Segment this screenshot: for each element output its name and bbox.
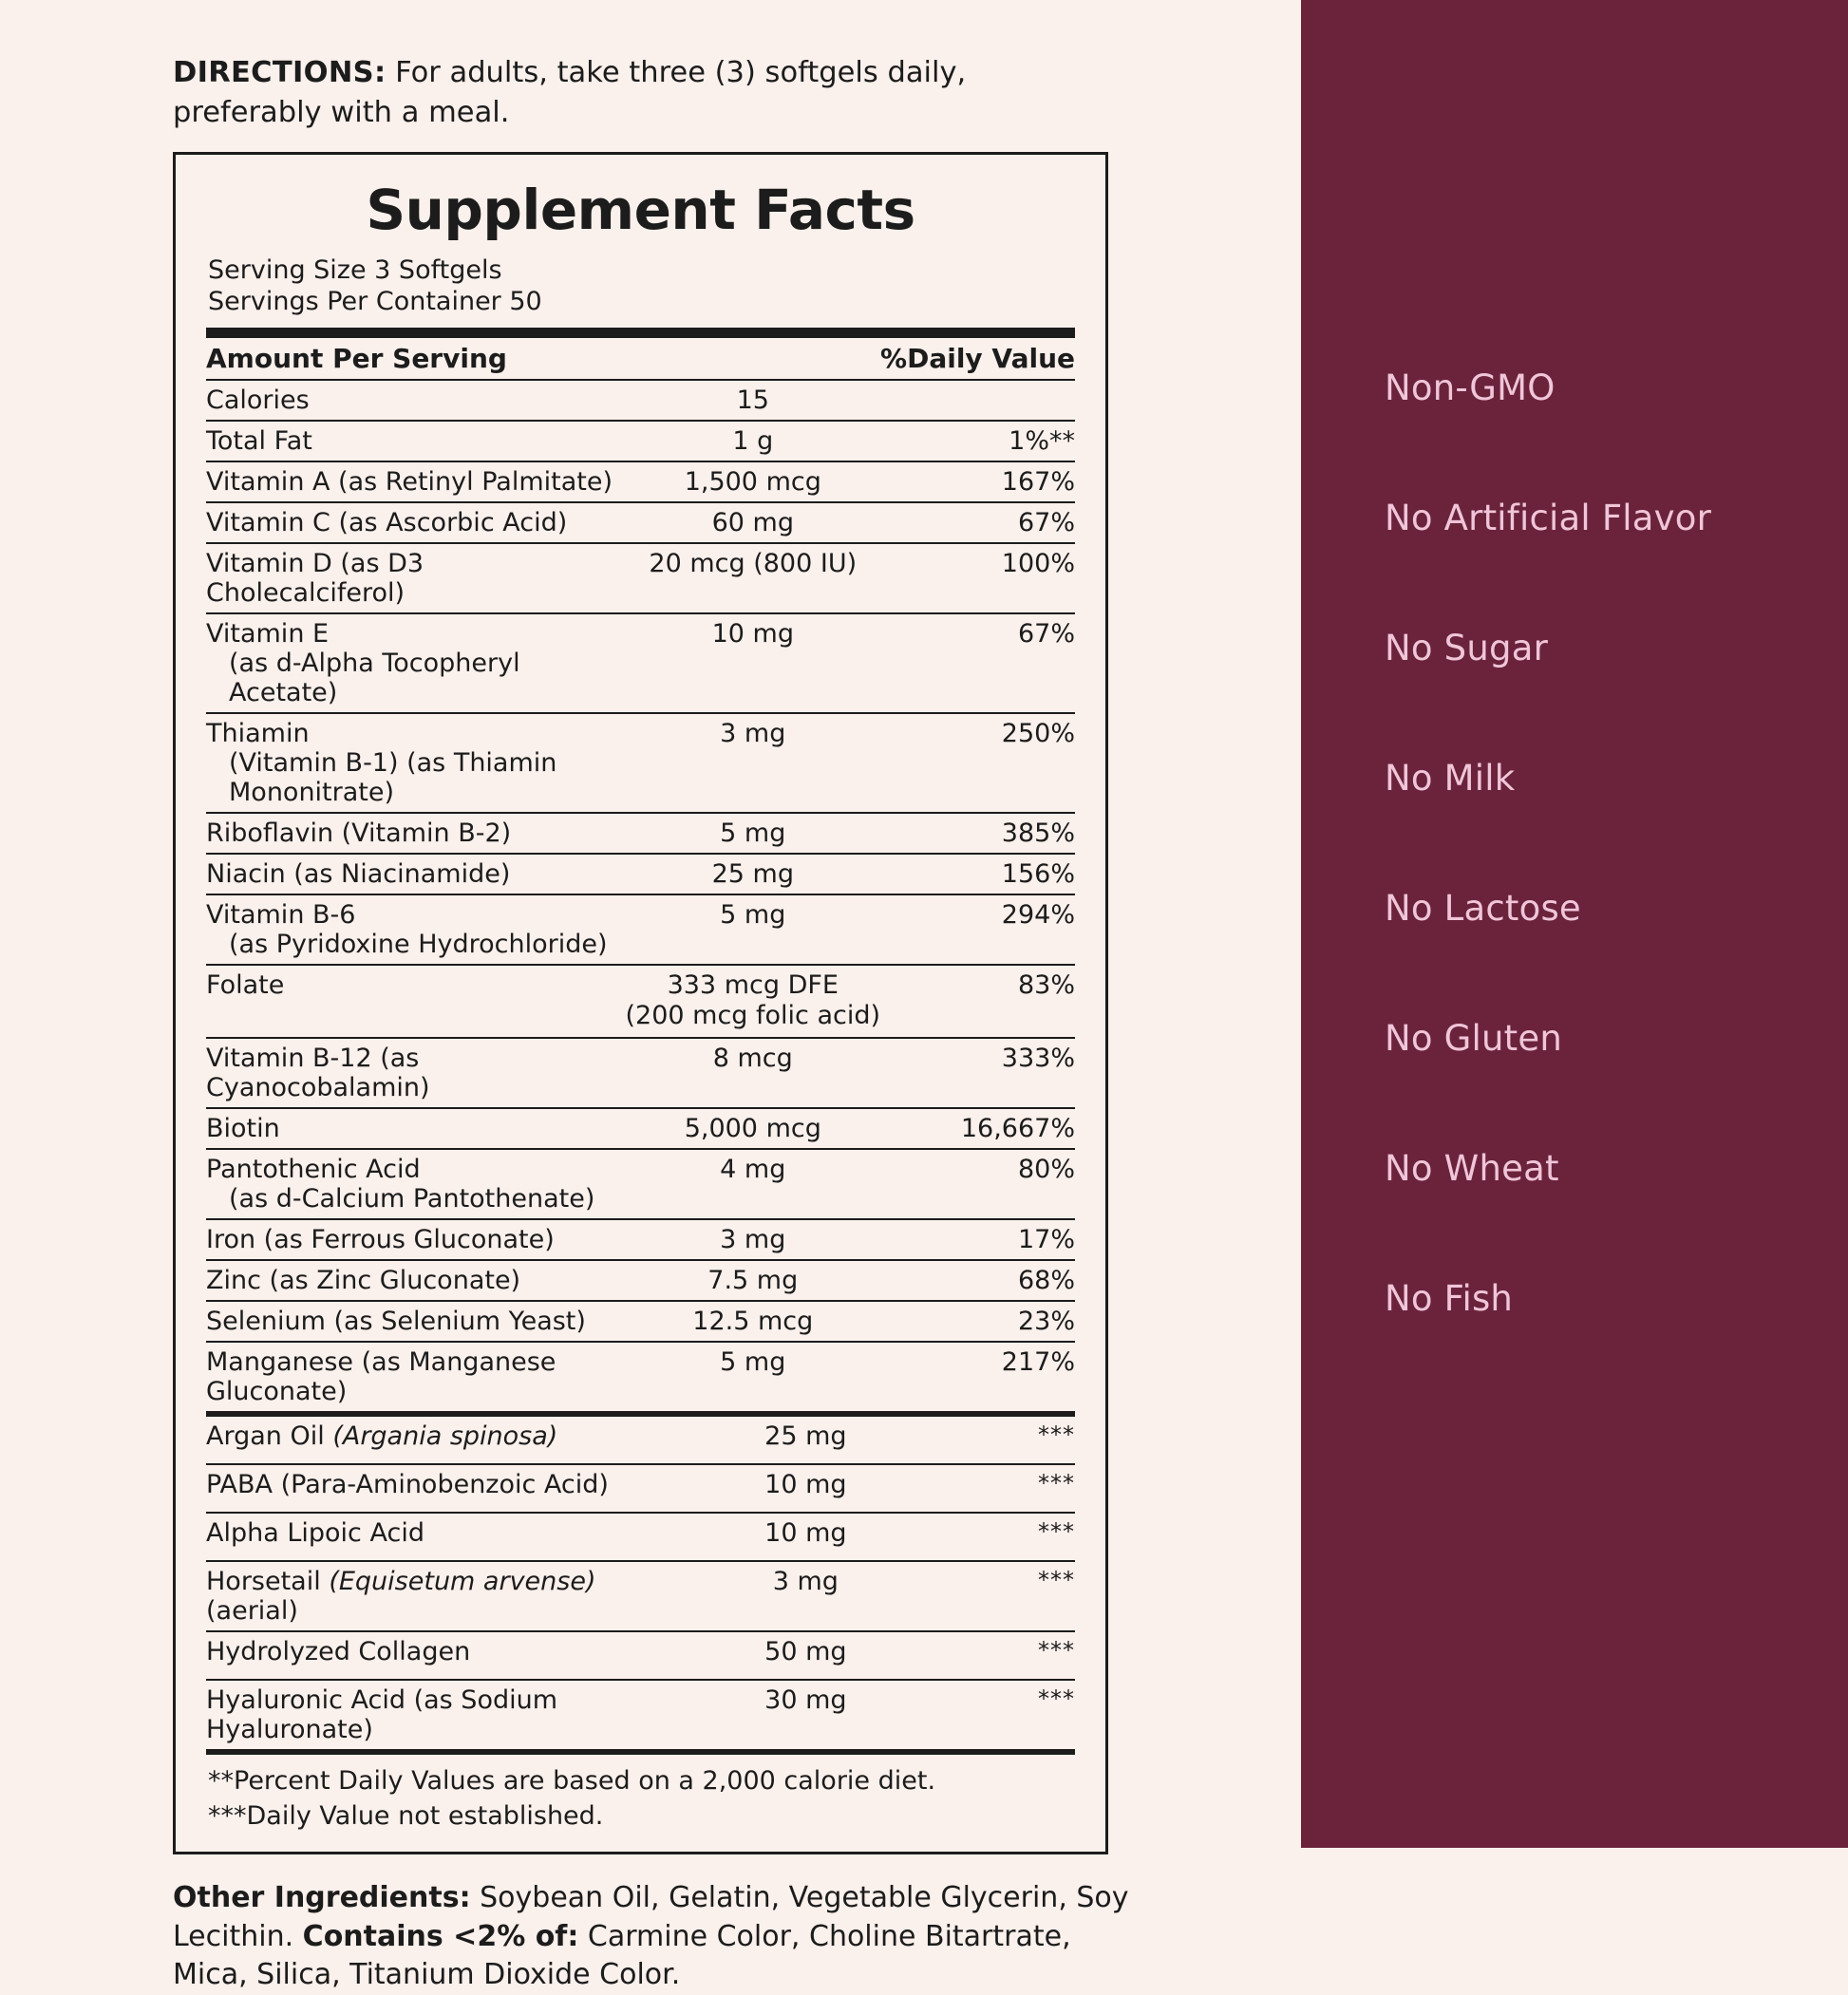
nutrient-name: Folate: [206, 965, 626, 1038]
ingredient-latin-name: (Argania spinosa): [332, 1421, 558, 1451]
table-row: [206, 1219, 1075, 1260]
claims-panel: [1301, 0, 1848, 1848]
claim-no-lactose: No Lactose: [1385, 888, 1581, 929]
ingredient-name: Argan Oil: [206, 1421, 333, 1451]
nutrient-dv: 83%: [880, 965, 1075, 1038]
ingredient-amount: 10 mg: [692, 1464, 918, 1513]
claim-no-gluten: No Gluten: [1385, 1018, 1562, 1059]
nutrient-name: Calories: [206, 380, 626, 421]
nutrient-amount: 5,000 mcg: [626, 1108, 881, 1149]
nutrient-name: Vitamin E: [206, 619, 330, 649]
nutrient-name: Riboflavin (Vitamin B-2): [206, 813, 626, 854]
nutrient-name: Manganese (as Manganese Gluconate): [206, 1346, 556, 1406]
nutrient-name: Selenium (as Selenium Yeast): [206, 1301, 626, 1342]
ingredient-name: Alpha Lipoic Acid: [206, 1513, 692, 1561]
nutrient-amount: 5 mg: [720, 1346, 786, 1377]
ingredient-amount: 50 mg: [692, 1631, 918, 1680]
other-nutrients-table: [206, 1417, 1075, 1749]
ingredient-dv: ***: [1038, 1636, 1075, 1664]
nutrient-name: Vitamin C (as Ascorbic Acid): [206, 502, 626, 543]
nutrient-amount: 15: [626, 380, 881, 421]
servings-per-container: Servings Per Container 50: [208, 287, 542, 317]
nutrient-subname: (as d-Alpha Tocopheryl Acetate): [229, 649, 520, 708]
nutrient-amount: 5 mg: [626, 813, 881, 854]
nutrient-name: Biotin: [206, 1108, 626, 1149]
nutrient-dv: 67%: [880, 502, 1075, 543]
nutrient-dv: 156%: [880, 854, 1075, 894]
directions-label: DIRECTIONS:: [173, 56, 387, 89]
nutrient-name: Vitamin B-12 (as Cyanocobalamin): [206, 1038, 626, 1108]
supplement-facts-box: [173, 152, 1108, 1854]
table-row: [206, 1301, 1075, 1342]
nutrient-name: Iron (as Ferrous Gluconate): [206, 1219, 626, 1260]
ingredient-name: Hyaluronic Acid (as Sodium Hyaluronate): [206, 1684, 558, 1744]
nutrient-name: Total Fat: [206, 421, 626, 461]
nutrient-dv: 17%: [880, 1219, 1075, 1260]
other-ingredients-paragraph: [173, 1879, 1132, 1995]
nutrient-amount: 5 mg: [626, 894, 881, 965]
nutrient-amount: 25 mg: [626, 854, 881, 894]
table-row: [206, 613, 1075, 713]
table-row: [206, 502, 1075, 543]
nutrient-amount: 8 mcg: [626, 1038, 881, 1108]
claim-no-wheat: No Wheat: [1385, 1148, 1559, 1189]
nutrient-amount: 20 mcg (800 IU): [626, 543, 881, 613]
table-row: [206, 380, 1075, 421]
ingredient-amount: 10 mg: [692, 1513, 918, 1561]
ingredient-dv: ***: [1038, 1517, 1075, 1545]
ingredient-name-block: [206, 1561, 692, 1631]
table-row: [206, 965, 1075, 1038]
nutrient-amount: 10 mg: [626, 613, 881, 713]
ingredient-part: (aerial): [206, 1595, 298, 1626]
nutrient-name: Thiamin: [206, 719, 310, 749]
nutrient-amount-secondary: (200 mcg folic acid): [625, 1001, 881, 1031]
ingredient-name: Hydrolyzed Collagen: [206, 1631, 692, 1680]
nutrient-name-block: [206, 1149, 626, 1219]
ingredient-amount: 25 mg: [692, 1417, 918, 1464]
serving-size: Serving Size 3 Softgels: [208, 255, 502, 286]
claim-no-artificial-flavor: No Artificial Flavor: [1385, 498, 1712, 538]
nutrient-name: Vitamin A (as Retinyl Palmitate): [206, 461, 626, 502]
table-row: [206, 813, 1075, 854]
table-row: [206, 461, 1075, 502]
nutrient-amount: 3 mg: [626, 1219, 881, 1260]
nutrient-amount: 3 mg: [626, 713, 881, 813]
nutrient-dv: 23%: [880, 1301, 1075, 1342]
ingredient-dv: ***: [1038, 1469, 1075, 1496]
nutrient-name: Vitamin D (as D3 Cholecalciferol): [206, 543, 626, 613]
ingredient-amount: 3 mg: [692, 1561, 918, 1631]
other-ingredients-text: Soybean Oil, Gelatin, Vegetable Glycerin, Soy Lecithin.: [173, 1881, 1129, 1953]
nutrient-name: Zinc (as Zinc Gluconate): [206, 1260, 626, 1301]
nutrient-dv: 167%: [880, 461, 1075, 502]
table-row: [206, 421, 1075, 461]
table-row: [206, 1149, 1075, 1219]
nutrient-amount: 1,500 mcg: [626, 461, 881, 502]
nutrient-dv: 67%: [880, 613, 1075, 713]
nutrient-dv: 68%: [880, 1260, 1075, 1301]
nutrient-name: Vitamin B-6: [206, 900, 356, 931]
table-row: [206, 894, 1075, 965]
nutrient-amount: 1 g: [626, 421, 881, 461]
nutrient-dv: 16,667%: [880, 1108, 1075, 1149]
directions-text: For adults, take three (3) softgels daily, preferably with a meal.: [173, 56, 967, 130]
nutrient-dv: 1%**: [880, 421, 1075, 461]
claim-non-gmo: Non-GMO: [1385, 367, 1556, 408]
ingredient-dv: ***: [1038, 1566, 1075, 1593]
nutrients-table: [206, 338, 1075, 1411]
nutrient-dv: 217%: [1001, 1346, 1075, 1377]
table-row: [206, 854, 1075, 894]
nutrient-amount-block: [626, 965, 881, 1038]
other-ingredients-label: Other Ingredients:: [173, 1881, 471, 1914]
ingredient-dv: ***: [1038, 1684, 1075, 1712]
nutrient-name: Pantothenic Acid: [206, 1154, 421, 1184]
nutrient-subname: (as Pyridoxine Hydrochloride): [229, 930, 608, 960]
header-amount-per-serving: Amount Per Serving: [206, 338, 626, 380]
nutrient-dv: [880, 380, 1075, 421]
nutrient-subname: (as d-Calcium Pantothenate): [229, 1183, 595, 1214]
table-row: [206, 1464, 1075, 1513]
nutrient-dv: 385%: [880, 813, 1075, 854]
directions-paragraph: [173, 53, 1113, 133]
table-row: [206, 543, 1075, 613]
nutrient-amount: 333 mcg DFE: [667, 970, 839, 1001]
table-row: [206, 713, 1075, 813]
nutrient-name-block: [206, 713, 626, 813]
footnote-daily-values: **Percent Daily Values are based on a 2,000 calorie diet.: [208, 1765, 936, 1796]
header-daily-value: %Daily Value: [880, 338, 1075, 380]
nutrient-amount: 12.5 mcg: [626, 1301, 881, 1342]
table-row: [206, 1631, 1075, 1680]
table-row: [206, 1038, 1075, 1108]
table-row: [206, 1260, 1075, 1301]
nutrient-dv: 333%: [880, 1038, 1075, 1108]
ingredient-name: Horsetail: [206, 1566, 330, 1596]
contains-label: Contains <2% of:: [302, 1919, 579, 1953]
nutrient-dv: 100%: [880, 543, 1075, 613]
contains-text: Carmine Color, Choline Bitartrate, Mica, Silica, Titanium Dioxide Color.: [173, 1919, 1071, 1991]
table-row: [206, 1513, 1075, 1561]
table-row: [206, 1561, 1075, 1631]
claim-no-fish: No Fish: [1385, 1278, 1514, 1319]
nutrient-subname: (Vitamin B-1) (as Thiamin Mononitrate): [229, 748, 557, 808]
nutrient-amount: 60 mg: [626, 502, 881, 543]
header-spacer: [626, 338, 881, 380]
ingredient-name-block: [206, 1417, 692, 1464]
rule-thick-top: [206, 328, 1075, 338]
ingredient-latin-name: (Equisetum arvense): [329, 1566, 596, 1596]
supplement-facts-title: Supplement Facts: [366, 178, 915, 243]
nutrient-dv: 250%: [880, 713, 1075, 813]
nutrient-dv: 80%: [880, 1149, 1075, 1219]
ingredient-name: PABA (Para-Aminobenzoic Acid): [206, 1464, 692, 1513]
nutrient-name-block: [206, 613, 626, 713]
table-row: [206, 1108, 1075, 1149]
ingredient-amount: 30 mg: [764, 1684, 847, 1715]
table-header-row: [206, 338, 1075, 380]
claim-no-sugar: No Sugar: [1385, 628, 1548, 668]
footnote-dv-not-established: ***Daily Value not established.: [208, 1800, 604, 1831]
claim-no-milk: No Milk: [1385, 758, 1516, 799]
nutrient-name: Niacin (as Niacinamide): [206, 854, 626, 894]
table-row: [206, 1417, 1075, 1464]
table-row: [206, 1680, 1075, 1749]
nutrient-name-block: [206, 894, 626, 965]
ingredient-dv: ***: [1038, 1421, 1075, 1448]
nutrient-dv: 294%: [880, 894, 1075, 965]
nutrient-amount: 7.5 mg: [626, 1260, 881, 1301]
nutrient-amount: 4 mg: [626, 1149, 881, 1219]
table-row: [206, 1342, 1075, 1411]
